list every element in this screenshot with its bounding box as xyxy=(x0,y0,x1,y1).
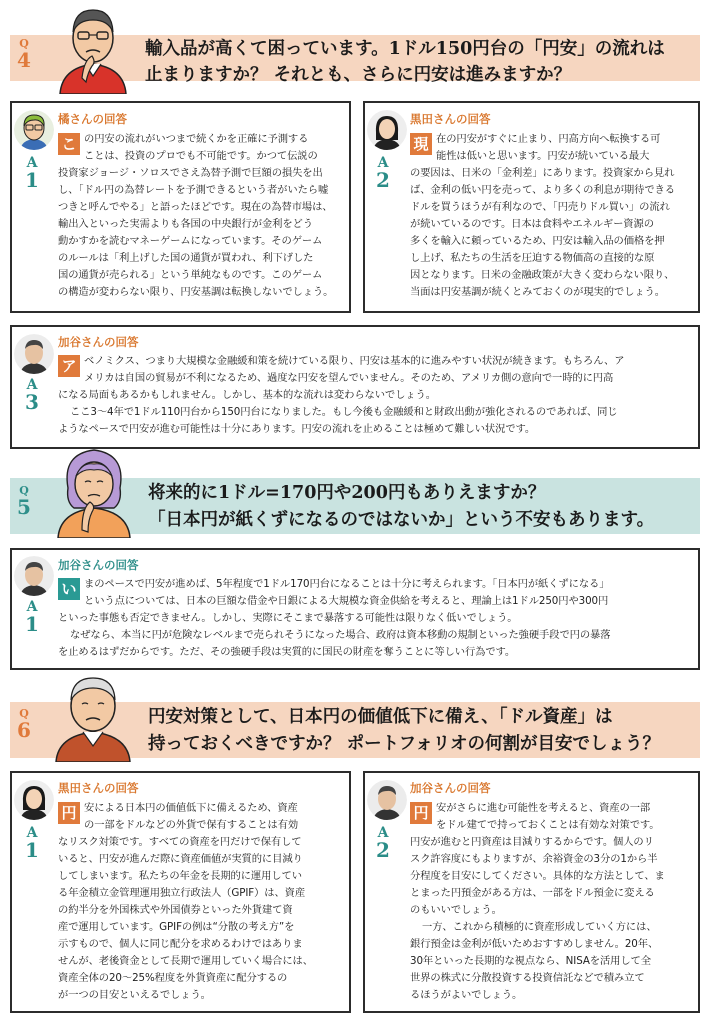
q4-a1-line: 国の通貨が売られる」という単純なものです。このゲーム xyxy=(58,269,323,281)
q4-a2-line: 因となります。日米の金融政策が大きく変わらない限り、 xyxy=(410,269,675,281)
q6-a2-line: のもいいでしょう。 xyxy=(410,904,502,916)
q4-a2-dropcap: 現 xyxy=(410,133,432,155)
q4-a3-line: になる局面もあるかもしれません。しかし、基本的な流れは変わらないでしょう。 xyxy=(58,389,436,401)
q6-a1-respondent: 黒田さんの回答 xyxy=(58,781,139,795)
q6-a2-line: とまった円預金がある方は、一部をドル預金に変える xyxy=(410,887,655,899)
q4-a2-label-num: 2 xyxy=(376,168,390,192)
q4-a3-dropcap: ア xyxy=(58,355,80,377)
q4-a1-label-num: 1 xyxy=(25,168,39,192)
q6-a1-line: る年金積立金管理運用独立行政法人（GPIF）は、資産 xyxy=(58,887,306,899)
q6-a1-label xyxy=(22,826,42,860)
q5-a1-line: なぜなら、本当に円が危険なレベルまで売られそうになった場合、政府は資本移動の規制といった強硬手段で円の暴落 xyxy=(70,629,611,641)
q6-a1-label-num: 1 xyxy=(25,838,39,862)
q4-a1-line: し、「ドル円の為替レートを予測できるという者がいたら嘘 xyxy=(58,184,329,196)
q4-a2-label xyxy=(373,156,393,190)
q4-a1-label-a: A xyxy=(26,155,38,171)
q4-a2-line: ドルを買うほうが有利なので、「円売りドル買い」の流れ xyxy=(410,201,670,213)
kaya-avatar xyxy=(14,334,54,374)
q4-a3-body xyxy=(58,353,694,438)
q4-label-q: Q xyxy=(19,37,29,50)
q6-a2-line: 30年といった長期的な視点なら、NISAを活用して全 xyxy=(410,955,651,967)
q5-a1-line: を止めるはずだからです。ただ、その強硬手段は実質的に国民の財産を奪うことに等しい行為です。 xyxy=(58,646,516,658)
q6-a2-label xyxy=(373,826,393,860)
q6-a2-line: 一方、これから積極的に資産形成していく方には、 xyxy=(422,921,657,933)
q4-a1-line: 輸出入といった実需よりも各国の中央銀行が金利をどう xyxy=(58,218,313,230)
q4-a1-line: ことは、投資のプロでも不可能です。かつて伝説の xyxy=(84,150,318,162)
q6-a2-line: スク許容度にもよりますが、余裕資金の3分の1から半 xyxy=(410,853,658,865)
kaya-avatar xyxy=(14,556,54,596)
q4-a2-line: ば、金利の低い円を売って、より多くの利息が期待できる xyxy=(410,184,675,196)
kuroda-avatar xyxy=(367,110,407,150)
q4-a2-line: し上げ、私たちの生活を圧迫する物価高の直接的な原 xyxy=(410,252,655,264)
q5-a1-label-num: 1 xyxy=(25,612,39,636)
q6-a1-line: の一部をドルなどの外貨で保有することは有効 xyxy=(84,819,299,831)
q6-label xyxy=(12,708,36,741)
q6-a2-line: 円安が進むと円資産は目減りするからです。個人のリ xyxy=(410,836,654,848)
q6-a1-label-a: A xyxy=(26,825,38,841)
q6-a1-line: してしまいます。私たちの年金を長期的に運用してい xyxy=(58,870,302,882)
q6-elder-illustration xyxy=(50,666,136,762)
q4-a1-dropcap: こ xyxy=(58,133,80,155)
q4-a3-label-num: 3 xyxy=(25,390,39,414)
q5-a1-line: まのペースで円安が進めば、5年程度で1ドル170円台になることは十分に考えられます。「日本円が紙くずになる」 xyxy=(84,578,610,590)
q6-a1-line: 示すもので、個人に同じ配分を求めるわけではありま xyxy=(58,938,303,950)
q5-question-line1: 将来的に1ドル=170円や200円もありえますか？ xyxy=(148,483,546,503)
q6-question-line2: 持っておくべきですか？ ポートフォリオの何割が目安でしょう？ xyxy=(148,734,661,754)
q5-a1-body xyxy=(58,576,694,661)
q6-a2-respondent: 加谷さんの回答 xyxy=(410,781,491,795)
q5-a1-label xyxy=(22,600,42,634)
q4-a3-line: ベノミクス、つまり大規模な金融緩和策を続けている限り、円安は基本的に進みやすい状況が続きます。もちろん、ア xyxy=(84,355,625,367)
q6-a2-line: 安がさらに進む可能性を考えると、資産の一部 xyxy=(436,802,651,814)
q4-a1-line: の構造が変わらない限り、円安基調は転換しないでしょう。 xyxy=(58,286,334,298)
q6-a2-line: 分程度を目安にしてください。具体的な方法として、ま xyxy=(410,870,665,882)
q4-a2-line: の要因は、日米の「金利差」にあります。投資家から見れ xyxy=(410,167,675,179)
q5-a1-dropcap: い xyxy=(58,578,80,600)
q4-a2-respondent: 黒田さんの回答 xyxy=(410,112,491,126)
q5-a1-label-a: A xyxy=(26,599,38,615)
q4-a3-line: ようなペースで円安が進む可能性は十分にあります。円安の流れを止めることは極めて難しい状況です。 xyxy=(58,423,536,435)
q6-a2-line: をドル建てで持っておくことは有効な対策です。 xyxy=(436,819,660,831)
q6-a1-line: なリスク対策です。すべての資産を円だけで保有して xyxy=(58,836,302,848)
q6-a2-dropcap: 円 xyxy=(410,802,432,824)
q6-a2-line: 銀行預金は金利が低いためおすすめしません。20年、 xyxy=(410,938,659,950)
q5-label-num: 5 xyxy=(17,494,31,519)
q6-a1-line: 資産全体の20～25%程度を外貨資産に配分するの xyxy=(58,972,288,984)
q5-label-q: Q xyxy=(19,484,29,497)
q4-question-line1: 輸入品が高くて困っています。1ドル150円台の「円安」の流れは xyxy=(145,39,665,59)
q4-a2-body xyxy=(410,131,694,301)
q6-a1-dropcap: 円 xyxy=(58,802,80,824)
q4-a2-label-a: A xyxy=(377,155,389,171)
kuroda-avatar xyxy=(14,780,54,820)
q6-a1-line: いると、円安が進んだ際に資産価値が実質的に目減り xyxy=(58,853,303,865)
q6-a2-label-num: 2 xyxy=(376,838,390,862)
q4-a1-line: つきと呼んでやる」と語ったほどです。現在の為替市場は、 xyxy=(58,201,333,213)
q5-a1-respondent: 加谷さんの回答 xyxy=(58,558,139,572)
q4-a3-line: ここ3～4年で1ドル110円台から150円台になりました。もし今後も金融緩和と財政出動が強化されるのであれば、同じ xyxy=(70,406,618,418)
q6-a2-line: 世界の株式に分散投資する投資信託などで積み立て xyxy=(410,972,645,984)
q6-a1-line: 安による日本円の価値低下に備えるため、資産 xyxy=(84,802,298,814)
kaya-avatar xyxy=(367,780,407,820)
tachibana-avatar xyxy=(14,110,54,150)
q4-a3-label-a: A xyxy=(26,377,38,393)
q4-a3-respondent: 加谷さんの回答 xyxy=(58,335,139,349)
q6-a1-line: 産で運用しています。GPIFの例は“分散の考え方”を xyxy=(58,921,295,933)
q5-a1-line: という点については、日本の巨額な借金や日銀による大規模な資金供給を考えると、理論上は1ドル250円や300円 xyxy=(84,595,609,607)
q4-a1-line: のルールは「利上げした国の通貨が買われ、利下げした xyxy=(58,252,314,264)
q4-a2-line: 当面は円安基調が続くとみておくのが現実的でしょう。 xyxy=(410,286,665,298)
q6-a2-label-a: A xyxy=(377,825,389,841)
q5-a1-line: といった事態も否定できません。しかし、実際にそこまで暴落する可能性は限りなく低いでしょう。 xyxy=(58,612,518,624)
q4-a2-line: が続いているのです。日本は食料やエネルギー資源の xyxy=(410,218,654,230)
q5-label xyxy=(12,485,36,518)
q6-label-num: 6 xyxy=(17,717,31,742)
q6-a1-body xyxy=(58,800,346,1004)
q6-a2-line: るほうがよいでしょう。 xyxy=(410,989,523,1001)
q4-label-num: 4 xyxy=(17,47,31,72)
q5-woman-illustration xyxy=(52,442,136,538)
q4-a3-line: メリカは自国の貿易が不利になるため、過度な円安を望んでいません。そのため、アメリカ側の意向で一時的に円高 xyxy=(84,372,614,384)
q6-a2-body xyxy=(410,800,694,1004)
q4-a1-line: の円安の流れがいつまで続くかを正確に予測する xyxy=(84,133,309,145)
q4-question-line2: 止まりますか？ それとも、さらに円安は進みますか？ xyxy=(145,65,572,85)
q6-label-q: Q xyxy=(19,707,29,720)
q4-man-illustration xyxy=(52,2,134,94)
q4-a3-label xyxy=(22,378,42,412)
q4-a2-line: 在の円安がすぐに止まり、円高方向へ転換する可 xyxy=(436,133,661,145)
q4-a1-line: 動かすかを読むマネーゲームになっています。そのゲーム xyxy=(58,235,323,247)
q4-a1-body xyxy=(58,131,346,301)
q6-question-line1: 円安対策として、日本円の価値低下に備え、「ドル資産」は xyxy=(148,707,613,727)
q4-a1-line: 投資家ジョージ・ソロスでさえ為替予測で巨額の損失を出 xyxy=(58,167,323,179)
q4-a2-line: 多くを輸入に頼っているため、円安は輸入品の価格を押 xyxy=(410,235,665,247)
q4-a2-line: 能性は低いと思います。円安が続いている最大 xyxy=(436,150,650,162)
q6-a1-line: が一つの目安といえるでしょう。 xyxy=(58,989,211,1001)
q6-a1-line: の約半分を外国株式や外国債券といった外貨建て資 xyxy=(58,904,293,916)
q4-a1-label xyxy=(22,156,42,190)
q4-a1-respondent: 橘さんの回答 xyxy=(58,112,127,126)
q6-a1-line: せんが、老後資金として長期で運用していく場合には、 xyxy=(58,955,313,967)
q4-label xyxy=(12,38,36,71)
q5-question-line2: 「日本円が紙くずになるのではないか」という不安もあります。 xyxy=(148,510,655,530)
